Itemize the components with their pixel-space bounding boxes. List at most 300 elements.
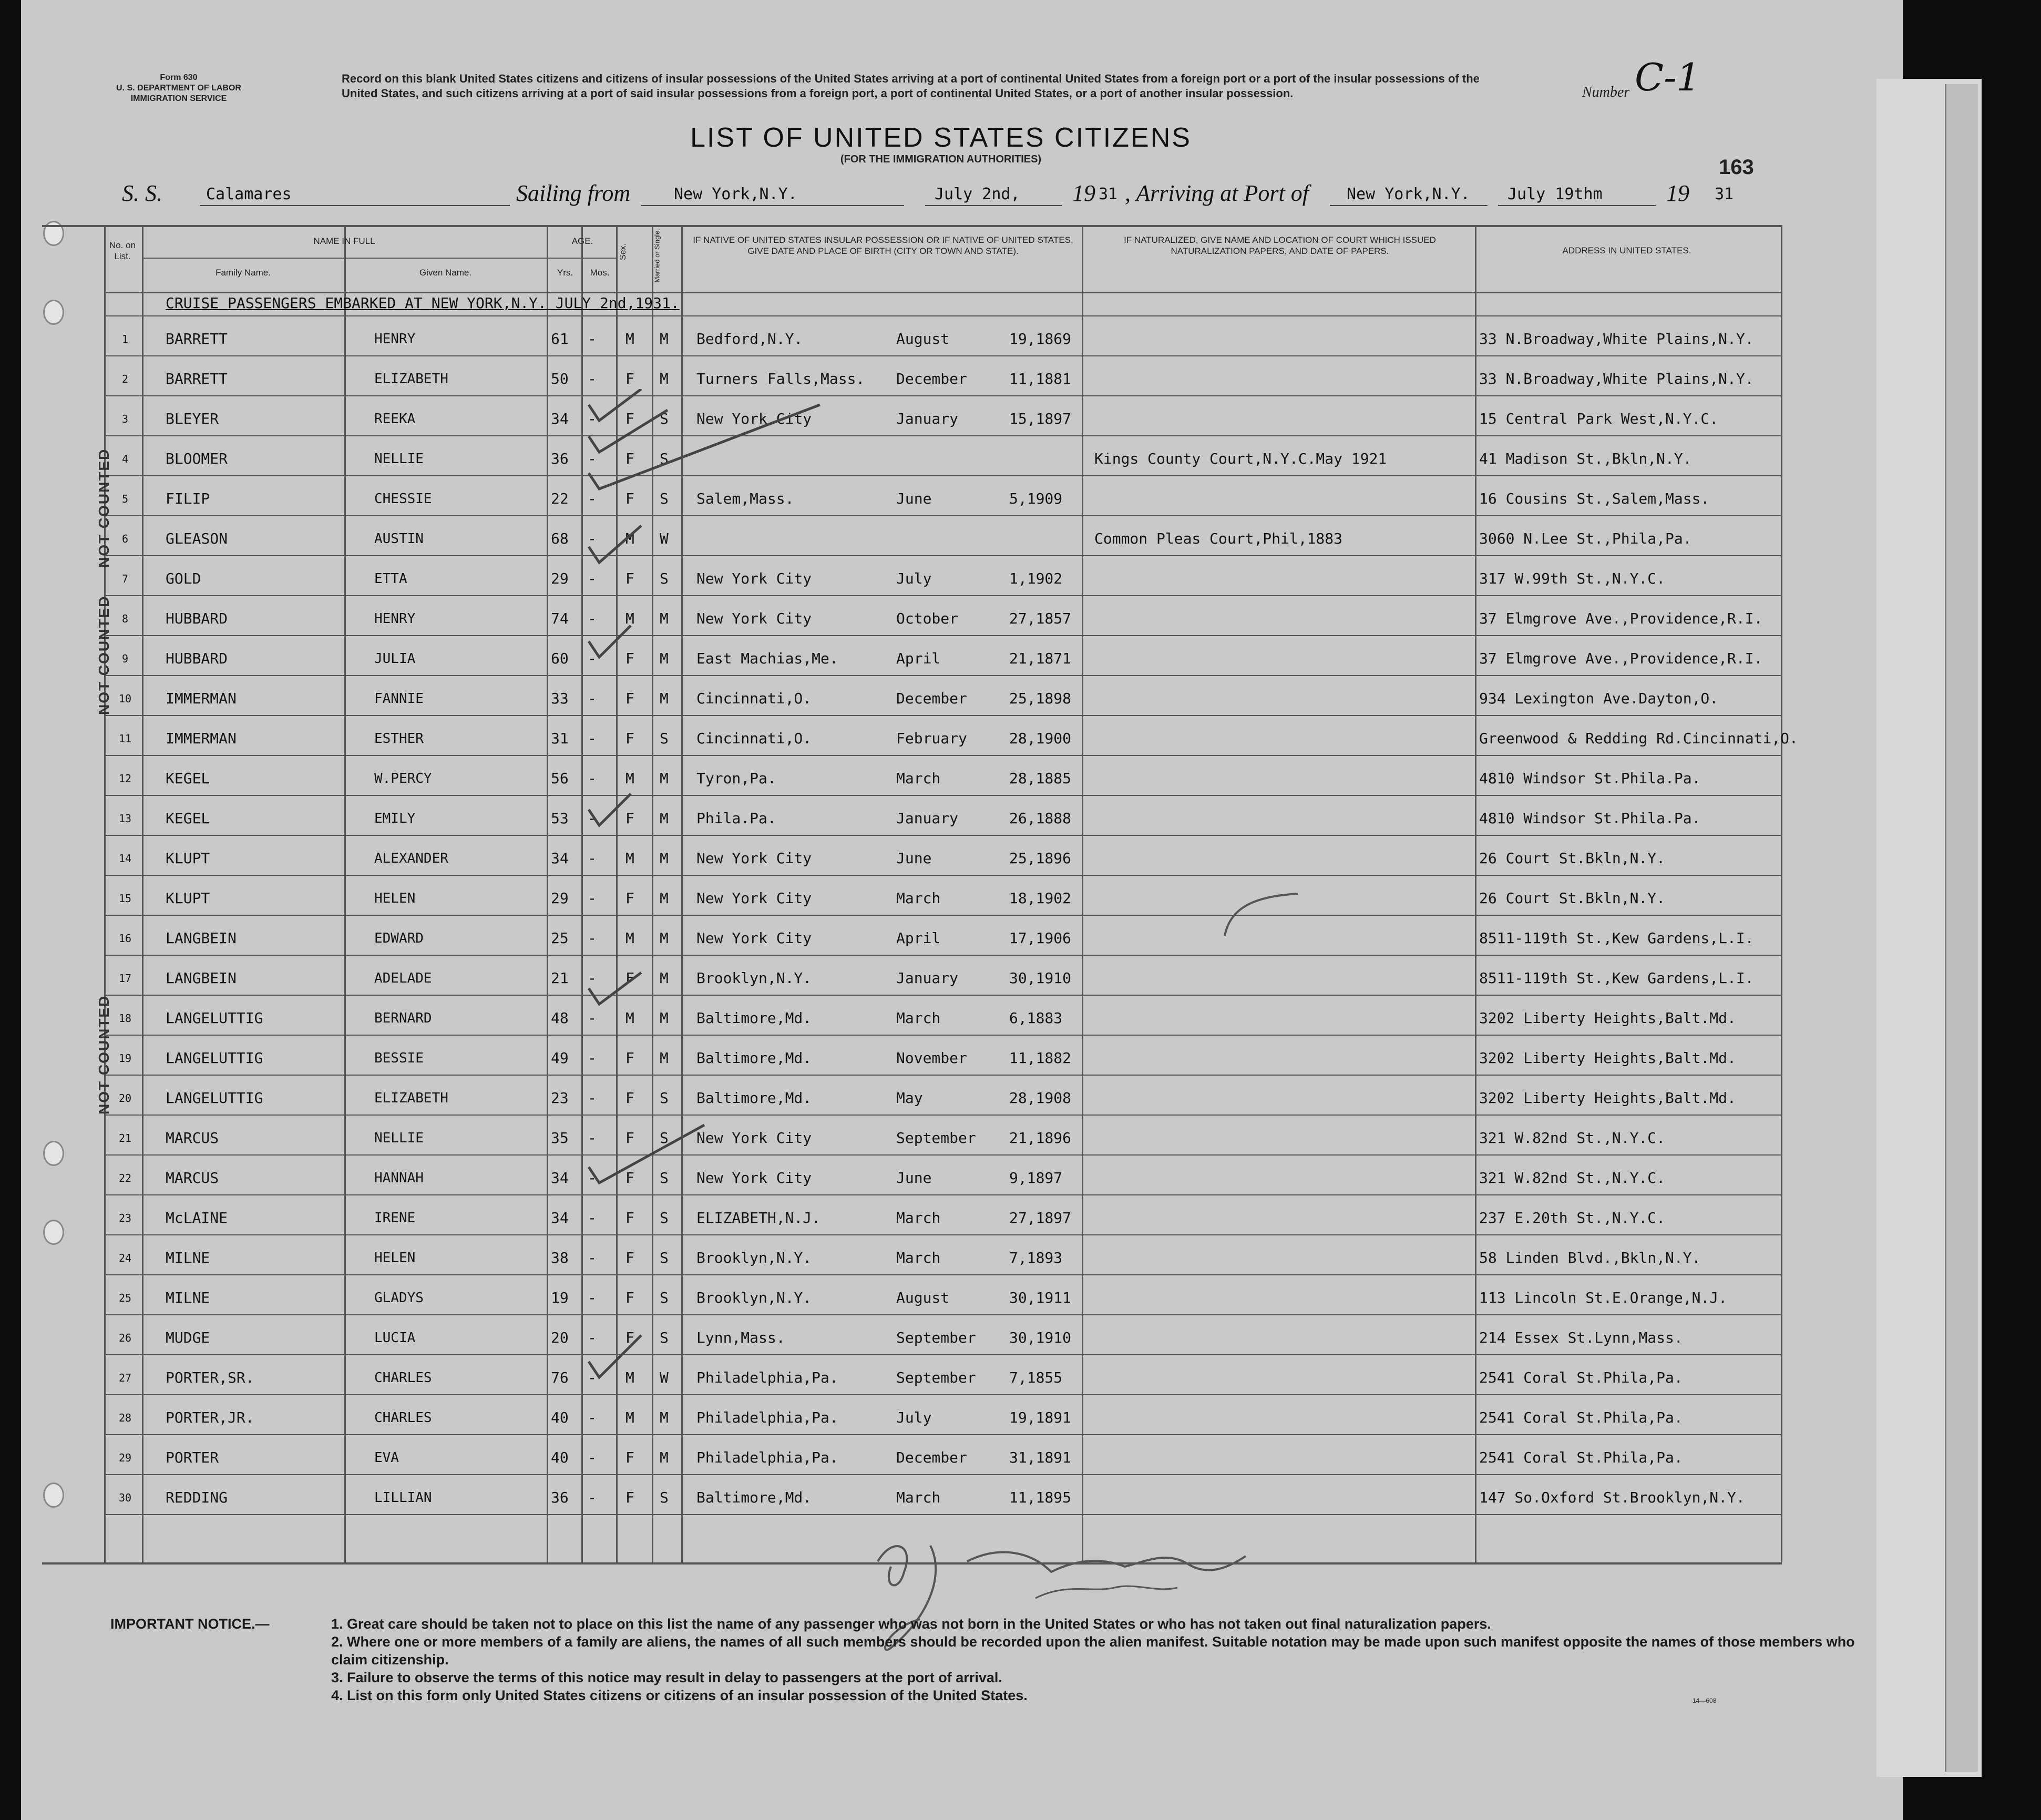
cell-address: 16 Cousins St.,Salem,Mass. bbox=[1479, 490, 1710, 507]
cell-mos: - bbox=[588, 1449, 597, 1466]
cell-age: 36 bbox=[551, 450, 569, 467]
cell-family: LANGELUTTIG bbox=[166, 1089, 263, 1107]
cell-month: September bbox=[896, 1369, 976, 1386]
cell-mos: - bbox=[588, 1129, 597, 1147]
header-birth-info: IF NATIVE OF UNITED STATES INSULAR POSSESSION OR IF NATIVE OF UNITED STATES, GIVE DATE AND PLACE OF BIRTH (CITY OR TOWN AND STATE). bbox=[693, 235, 1073, 256]
cell-month: March bbox=[896, 1249, 941, 1266]
cell-ms: W bbox=[660, 530, 669, 547]
cell-given: HELEN bbox=[374, 1250, 416, 1266]
cell-address: 214 Essex St.Lynn,Mass. bbox=[1479, 1329, 1683, 1346]
row-rule bbox=[104, 1115, 1781, 1116]
cell-month: March bbox=[896, 1009, 941, 1027]
cell-sex: M bbox=[625, 1009, 634, 1027]
cell-given: AUSTIN bbox=[374, 531, 424, 547]
cell-ms: S bbox=[660, 1249, 669, 1266]
cell-sex: M bbox=[625, 330, 634, 347]
cell-sex: F bbox=[625, 370, 634, 387]
name-subheader-divider bbox=[142, 258, 547, 259]
cell-mos: - bbox=[588, 1409, 597, 1426]
cell-family: PORTER bbox=[166, 1449, 219, 1466]
cell-day-year: 7,1893 bbox=[1009, 1249, 1063, 1266]
cell-given: GLADYS bbox=[374, 1290, 424, 1306]
cell-age: 60 bbox=[551, 650, 569, 667]
cell-given: HENRY bbox=[374, 611, 416, 627]
cell-age: 61 bbox=[551, 330, 569, 347]
cell-day-year: 5,1909 bbox=[1009, 490, 1063, 507]
cell-address: 15 Central Park West,N.Y.C. bbox=[1479, 410, 1719, 427]
cell-mos: - bbox=[588, 889, 597, 907]
cell-month: March bbox=[896, 1489, 941, 1506]
cell-age: 40 bbox=[551, 1409, 569, 1426]
cell-sex: M bbox=[625, 610, 634, 627]
cell-sex: F bbox=[625, 450, 634, 467]
cell-place: New York City bbox=[696, 929, 812, 947]
cell-month: December bbox=[896, 1449, 967, 1466]
cell-mos: - bbox=[588, 330, 597, 347]
cell-ms: S bbox=[660, 1289, 669, 1306]
cell-sex: F bbox=[625, 1209, 634, 1226]
notice-item: 3. Failure to observe the terms of this notice may result in delay to passengers at the port of arrival. bbox=[331, 1670, 1002, 1685]
cell-no: 22 bbox=[118, 1172, 132, 1184]
cell-place: Bedford,N.Y. bbox=[696, 330, 803, 347]
cell-ms: M bbox=[660, 810, 669, 827]
cell-ms: M bbox=[660, 889, 669, 907]
pencil-mark bbox=[1219, 888, 1309, 941]
header-yrs: Yrs. bbox=[557, 268, 573, 278]
cell-family: KEGEL bbox=[166, 770, 210, 787]
cell-sex: F bbox=[625, 650, 634, 667]
cell-mos: - bbox=[588, 490, 597, 507]
cell-month: December bbox=[896, 370, 967, 387]
cell-given: CHARLES bbox=[374, 1370, 432, 1386]
cell-age: 31 bbox=[551, 730, 569, 747]
cell-place: New York City bbox=[696, 570, 812, 587]
cell-sex: F bbox=[625, 1329, 634, 1346]
sailing-date-underline bbox=[925, 205, 1062, 206]
cell-given: CHARLES bbox=[374, 1410, 432, 1426]
number-label: Number bbox=[1582, 84, 1630, 100]
cell-sex: M bbox=[625, 770, 634, 787]
cell-address: 3060 N.Lee St.,Phila,Pa. bbox=[1479, 530, 1692, 547]
cell-given: BESSIE bbox=[374, 1050, 424, 1066]
table-top-border bbox=[42, 225, 1782, 227]
page-number: 163 bbox=[1719, 156, 1754, 179]
cell-day-year: 25,1898 bbox=[1009, 690, 1072, 707]
cell-sex: F bbox=[625, 1089, 634, 1107]
cell-mos: - bbox=[588, 690, 597, 707]
cell-place: Baltimore,Md. bbox=[696, 1049, 812, 1067]
cell-month: May bbox=[896, 1089, 923, 1107]
cell-no: 15 bbox=[118, 892, 132, 905]
cell-given: ELIZABETH bbox=[374, 1090, 448, 1106]
section-heading: CRUISE PASSENGERS EMBARKED AT NEW YORK,N.Y. JULY 2nd,1931. bbox=[166, 294, 680, 312]
cell-place: Philadelphia,Pa. bbox=[696, 1409, 838, 1426]
cell-age: 68 bbox=[551, 530, 569, 547]
cell-month: August bbox=[896, 1289, 950, 1306]
form-number: Form 630 bbox=[160, 73, 198, 82]
cell-sex: M bbox=[625, 929, 634, 947]
cell-age: 40 bbox=[551, 1449, 569, 1466]
cell-month: June bbox=[896, 1169, 932, 1187]
cell-sex: M bbox=[625, 1369, 634, 1386]
cell-mos: - bbox=[588, 570, 597, 587]
cell-age: 33 bbox=[551, 690, 569, 707]
cell-month: January bbox=[896, 969, 959, 987]
row-rule bbox=[104, 995, 1781, 996]
cell-age: 29 bbox=[551, 889, 569, 907]
row-rule bbox=[104, 1035, 1781, 1036]
row-rule bbox=[104, 355, 1781, 356]
cell-given: ADELADE bbox=[374, 970, 432, 986]
cell-ms: S bbox=[660, 410, 669, 427]
cell-no: 21 bbox=[118, 1132, 132, 1144]
cell-family: BARRETT bbox=[166, 370, 228, 387]
cell-sex: F bbox=[625, 1249, 634, 1266]
cell-sex: F bbox=[625, 490, 634, 507]
cell-mos: - bbox=[588, 1329, 597, 1346]
cell-day-year: 21,1896 bbox=[1009, 1129, 1072, 1147]
department: U. S. DEPARTMENT OF LABOR bbox=[116, 84, 241, 93]
cell-address: 321 W.82nd St.,N.Y.C. bbox=[1479, 1129, 1666, 1147]
cell-place: New York City bbox=[696, 1169, 812, 1187]
cell-age: 49 bbox=[551, 1049, 569, 1067]
cell-ms: M bbox=[660, 770, 669, 787]
cell-address: 33 N.Broadway,White Plains,N.Y. bbox=[1479, 370, 1754, 387]
cell-month: July bbox=[896, 570, 932, 587]
cell-sex: F bbox=[625, 730, 634, 747]
cell-place: Phila.Pa. bbox=[696, 810, 776, 827]
cell-no: 14 bbox=[118, 852, 132, 865]
cell-ms: S bbox=[660, 450, 669, 467]
cell-address: 37 Elmgrove Ave.,Providence,R.I. bbox=[1479, 650, 1763, 667]
cell-family: IMMERMAN bbox=[166, 690, 237, 707]
cell-sex: M bbox=[625, 850, 634, 867]
cell-sex: F bbox=[625, 889, 634, 907]
cell-place: Brooklyn,N.Y. bbox=[696, 1249, 812, 1266]
ship-underline bbox=[200, 205, 510, 206]
row-rule bbox=[104, 675, 1781, 676]
cell-no: 17 bbox=[118, 972, 132, 985]
service: IMMIGRATION SERVICE bbox=[130, 94, 227, 103]
cell-mos: - bbox=[588, 1209, 597, 1226]
cell-place: Salem,Mass. bbox=[696, 490, 794, 507]
cell-no: 18 bbox=[118, 1012, 132, 1025]
cell-mos: - bbox=[588, 650, 597, 667]
cell-address: 4810 Windsor St.Phila.Pa. bbox=[1479, 770, 1701, 787]
cell-age: 34 bbox=[551, 410, 569, 427]
cell-month: August bbox=[896, 330, 950, 347]
cell-no: 9 bbox=[121, 652, 129, 665]
cell-address: 147 So.Oxford St.Brooklyn,N.Y. bbox=[1479, 1489, 1745, 1506]
cell-mos: - bbox=[588, 1249, 597, 1266]
cell-court: Common Pleas Court,Phil,1883 bbox=[1094, 530, 1343, 547]
notice-items bbox=[331, 1615, 1866, 1704]
cell-age: 25 bbox=[551, 929, 569, 947]
column-divider bbox=[1082, 225, 1083, 1562]
cell-day-year: 30,1910 bbox=[1009, 1329, 1072, 1346]
cell-family: KEGEL bbox=[166, 810, 210, 827]
cell-day-year: 26,1888 bbox=[1009, 810, 1072, 827]
cell-family: BLOOMER bbox=[166, 450, 228, 467]
cell-mos: - bbox=[588, 1289, 597, 1306]
cell-place: Philadelphia,Pa. bbox=[696, 1449, 838, 1466]
cell-address: 41 Madison St.,Bkln,N.Y. bbox=[1479, 450, 1692, 467]
cell-family: LANGELUTTIG bbox=[166, 1009, 263, 1027]
cell-month: January bbox=[896, 810, 959, 827]
cell-mos: - bbox=[588, 410, 597, 427]
cell-given: BERNARD bbox=[374, 1010, 432, 1026]
cell-no: 12 bbox=[118, 772, 132, 785]
cell-given: HELEN bbox=[374, 891, 416, 906]
cell-no: 13 bbox=[118, 812, 132, 825]
cell-family: GOLD bbox=[166, 570, 201, 587]
cell-family: LANGBEIN bbox=[166, 969, 237, 987]
row-rule bbox=[104, 875, 1781, 876]
cell-family: BLEYER bbox=[166, 410, 219, 427]
cell-age: 29 bbox=[551, 570, 569, 587]
cell-mos: - bbox=[588, 1049, 597, 1067]
cell-family: McLAINE bbox=[166, 1209, 228, 1226]
cell-no: 1 bbox=[121, 333, 129, 345]
cell-address: 26 Court St.Bkln,N.Y. bbox=[1479, 850, 1666, 867]
cell-ms: M bbox=[660, 330, 669, 347]
cell-mos: - bbox=[588, 770, 597, 787]
cell-address: 8511-119th St.,Kew Gardens,L.I. bbox=[1479, 929, 1754, 947]
row-rule bbox=[104, 1314, 1781, 1315]
cell-month: March bbox=[896, 770, 941, 787]
cell-ms: S bbox=[660, 1329, 669, 1346]
cell-given: LUCIA bbox=[374, 1330, 416, 1346]
cell-day-year: 28,1908 bbox=[1009, 1089, 1072, 1107]
binder-hole bbox=[43, 1141, 64, 1166]
cell-ms: M bbox=[660, 1409, 669, 1426]
cell-place: East Machias,Me. bbox=[696, 650, 838, 667]
cell-ms: M bbox=[660, 1449, 669, 1466]
cell-given: EMILY bbox=[374, 811, 416, 826]
cell-ms: S bbox=[660, 1169, 669, 1187]
row-rule bbox=[104, 955, 1781, 956]
cell-family: MARCUS bbox=[166, 1169, 219, 1187]
cell-age: 48 bbox=[551, 1009, 569, 1027]
cell-day-year: 11,1895 bbox=[1009, 1489, 1072, 1506]
cell-given: ESTHER bbox=[374, 731, 424, 747]
cell-age: 22 bbox=[551, 490, 569, 507]
cell-place: Cincinnati,O. bbox=[696, 690, 812, 707]
cell-sex: F bbox=[625, 690, 634, 707]
binder-hole bbox=[43, 300, 64, 325]
cell-place: Tyron,Pa. bbox=[696, 770, 776, 787]
header-family-name: Family Name. bbox=[216, 268, 271, 278]
cell-day-year: 6,1883 bbox=[1009, 1009, 1063, 1027]
cell-mos: - bbox=[588, 1489, 597, 1506]
cell-age: 74 bbox=[551, 610, 569, 627]
row-rule bbox=[104, 435, 1781, 436]
row-rule bbox=[104, 1394, 1781, 1395]
cell-place: Brooklyn,N.Y. bbox=[696, 1289, 812, 1306]
cell-mos: - bbox=[588, 1369, 597, 1386]
cell-family: MILNE bbox=[166, 1289, 210, 1306]
cell-mos: - bbox=[588, 929, 597, 947]
cell-day-year: 18,1902 bbox=[1009, 889, 1072, 907]
cell-address: 26 Court St.Bkln,N.Y. bbox=[1479, 889, 1666, 907]
row-rule bbox=[104, 1474, 1781, 1475]
cell-sex: F bbox=[625, 1489, 634, 1506]
cell-place: New York City bbox=[696, 1129, 812, 1147]
number-value: C-1 bbox=[1635, 55, 1701, 99]
cell-day-year: 28,1900 bbox=[1009, 730, 1072, 747]
cell-no: 10 bbox=[118, 692, 132, 705]
cell-given: FANNIE bbox=[374, 691, 424, 707]
cell-mos: - bbox=[588, 1169, 597, 1187]
cell-sex: F bbox=[625, 1049, 634, 1067]
form-code: 14—608 bbox=[1693, 1697, 1717, 1704]
cell-sex: M bbox=[625, 1409, 634, 1426]
row-rule bbox=[104, 515, 1781, 516]
cell-month: July bbox=[896, 1409, 932, 1426]
column-divider bbox=[1781, 225, 1782, 1562]
row-rule bbox=[104, 555, 1781, 556]
arrival-date-underline bbox=[1498, 205, 1656, 206]
cell-month: March bbox=[896, 1209, 941, 1226]
cell-address: Greenwood & Redding Rd.Cincinnati,O. bbox=[1479, 730, 1798, 747]
cell-mos: - bbox=[588, 730, 597, 747]
cell-ms: S bbox=[660, 1209, 669, 1226]
cell-mos: - bbox=[588, 1009, 597, 1027]
cell-given: LILLIAN bbox=[374, 1490, 432, 1506]
cell-address: 8511-119th St.,Kew Gardens,L.I. bbox=[1479, 969, 1754, 987]
cell-ms: M bbox=[660, 850, 669, 867]
cell-sex: F bbox=[625, 1169, 634, 1187]
cell-no: 26 bbox=[118, 1332, 132, 1344]
cell-day-year: 7,1855 bbox=[1009, 1369, 1063, 1386]
row-rule bbox=[104, 1274, 1781, 1275]
header-name-in-full: NAME IN FULL bbox=[313, 236, 375, 246]
cell-address: 2541 Coral St.Phila,Pa. bbox=[1479, 1449, 1683, 1466]
not-counted-stamp: NOT COUNTED bbox=[96, 595, 112, 715]
cell-given: IRENE bbox=[374, 1210, 416, 1226]
cell-family: KLUPT bbox=[166, 889, 210, 907]
cell-month: March bbox=[896, 889, 941, 907]
cell-address: 3202 Liberty Heights,Balt.Md. bbox=[1479, 1049, 1736, 1067]
binder-hole bbox=[43, 1482, 64, 1508]
cell-month: April bbox=[896, 929, 941, 947]
cell-given: JULIA bbox=[374, 651, 416, 667]
cell-family: PORTER,JR. bbox=[166, 1409, 254, 1426]
cell-given: CHESSIE bbox=[374, 491, 432, 507]
cell-place: New York City bbox=[696, 850, 812, 867]
cell-place: Baltimore,Md. bbox=[696, 1009, 812, 1027]
cell-given: HENRY bbox=[374, 331, 416, 347]
cell-address: 934 Lexington Ave.Dayton,O. bbox=[1479, 690, 1719, 707]
cell-ms: S bbox=[660, 1489, 669, 1506]
cell-age: 53 bbox=[551, 810, 569, 827]
cell-month: November bbox=[896, 1049, 967, 1067]
row-rule bbox=[104, 395, 1781, 396]
cell-place: Baltimore,Md. bbox=[696, 1489, 812, 1506]
row-rule bbox=[104, 315, 1781, 316]
cell-day-year: 17,1906 bbox=[1009, 929, 1072, 947]
page-edges bbox=[1945, 84, 1978, 1772]
not-counted-stamp: NOT COUNTED bbox=[96, 448, 112, 568]
cell-given: HANNAH bbox=[374, 1170, 424, 1186]
cell-age: 34 bbox=[551, 850, 569, 867]
cell-ms: M bbox=[660, 969, 669, 987]
cell-month: October bbox=[896, 610, 959, 627]
cell-mos: - bbox=[588, 530, 597, 547]
cell-no: 8 bbox=[121, 612, 129, 625]
cell-given: W.PERCY bbox=[374, 771, 432, 786]
cell-sex: F bbox=[625, 1449, 634, 1466]
cell-given: ETTA bbox=[374, 571, 407, 587]
not-counted-stamp: NOT COUNTED bbox=[96, 995, 112, 1115]
cell-no: 28 bbox=[118, 1412, 132, 1424]
cell-no: 7 bbox=[121, 572, 129, 585]
page-subtitle: (FOR THE IMMIGRATION AUTHORITIES) bbox=[840, 154, 1042, 165]
cell-given: ALEXANDER bbox=[374, 851, 448, 866]
row-rule bbox=[104, 595, 1781, 596]
cell-day-year: 9,1897 bbox=[1009, 1169, 1063, 1187]
cell-sex: F bbox=[625, 1289, 634, 1306]
cell-mos: - bbox=[588, 810, 597, 827]
cell-day-year: 31,1891 bbox=[1009, 1449, 1072, 1466]
cell-no: 19 bbox=[118, 1052, 132, 1065]
cell-address: 2541 Coral St.Phila,Pa. bbox=[1479, 1409, 1683, 1426]
cell-family: FILIP bbox=[166, 490, 210, 507]
cell-day-year: 28,1885 bbox=[1009, 770, 1072, 787]
cell-address: 113 Lincoln St.E.Orange,N.J. bbox=[1479, 1289, 1728, 1306]
cell-place: Cincinnati,O. bbox=[696, 730, 812, 747]
cell-mos: - bbox=[588, 969, 597, 987]
cell-month: June bbox=[896, 490, 932, 507]
ss-label: S. S. bbox=[122, 180, 162, 206]
sailing-port: New York,N.Y. bbox=[674, 185, 797, 203]
cell-address: 58 Linden Blvd.,Bkln,N.Y. bbox=[1479, 1249, 1701, 1266]
cell-no: 3 bbox=[121, 413, 129, 425]
cell-sex: F bbox=[625, 410, 634, 427]
cell-family: LANGELUTTIG bbox=[166, 1049, 263, 1067]
cell-ms: S bbox=[660, 570, 669, 587]
cell-no: 29 bbox=[118, 1451, 132, 1464]
cell-family: MUDGE bbox=[166, 1329, 210, 1346]
notice-item: 1. Great care should be taken not to place on this list the name of any passenger who was not born in the United States or who has not taken out final naturalization papers. bbox=[331, 1616, 1491, 1632]
row-rule bbox=[104, 475, 1781, 476]
cell-sex: F bbox=[625, 570, 634, 587]
cell-no: 20 bbox=[118, 1092, 132, 1105]
cell-address: 2541 Coral St.Phila,Pa. bbox=[1479, 1369, 1683, 1386]
row-rule bbox=[104, 795, 1781, 796]
header-address: ADDRESS IN UNITED STATES. bbox=[1562, 246, 1691, 255]
cell-month: December bbox=[896, 690, 967, 707]
cell-place: New York City bbox=[696, 410, 812, 427]
cell-ms: M bbox=[660, 370, 669, 387]
cell-day-year: 11,1881 bbox=[1009, 370, 1072, 387]
cell-ms: M bbox=[660, 1009, 669, 1027]
row-rule bbox=[104, 1434, 1781, 1435]
row-rule bbox=[104, 835, 1781, 836]
cell-age: 38 bbox=[551, 1249, 569, 1266]
cell-sex: M bbox=[625, 530, 634, 547]
cell-ms: S bbox=[660, 490, 669, 507]
notice-item: 2. Where one or more members of a family are aliens, the names of all such members should be recorded upon the alien manifest. Suitable notation may be made upon such manifest opposite the names of those members who claim citizenship. bbox=[331, 1634, 1855, 1668]
row-rule bbox=[104, 1154, 1781, 1156]
cell-given: ELIZABETH bbox=[374, 371, 448, 387]
row-rule bbox=[104, 1194, 1781, 1195]
cell-address: 321 W.82nd St.,N.Y.C. bbox=[1479, 1169, 1666, 1187]
cell-ms: S bbox=[660, 730, 669, 747]
cell-address: 3202 Liberty Heights,Balt.Md. bbox=[1479, 1009, 1736, 1027]
cell-age: 19 bbox=[551, 1289, 569, 1306]
cell-no: 25 bbox=[118, 1292, 132, 1304]
